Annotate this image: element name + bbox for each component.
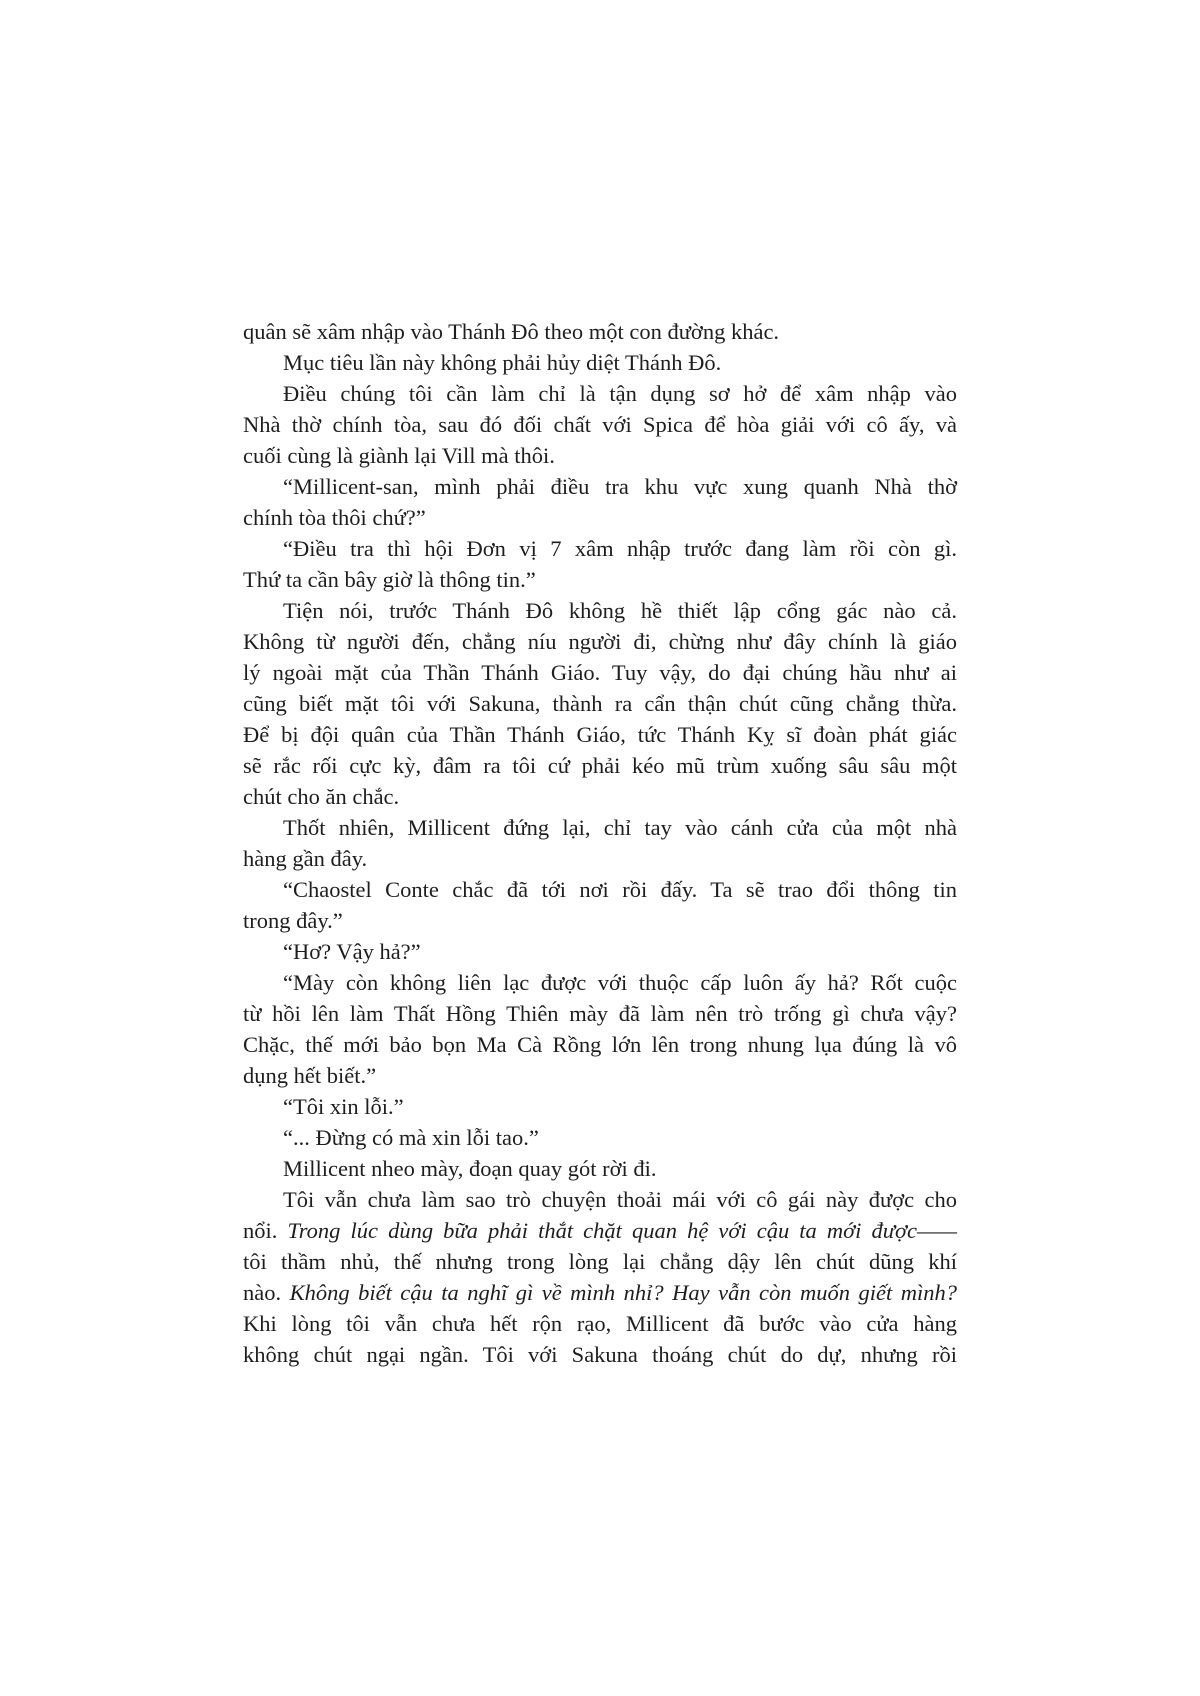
line-text: trong đây.” bbox=[243, 908, 343, 933]
text-line bbox=[243, 1091, 957, 1122]
line-text: Điều chúng tôi cần làm chỉ là tận dụng sơ hở để xâm nhập vào bbox=[283, 381, 957, 406]
line-text: Khi lòng tôi vẫn chưa hết rộn rạo, Millicent đã bước vào cửa hàng bbox=[243, 1311, 957, 1336]
text-line bbox=[243, 874, 957, 905]
line-text: Millicent nheo mày, đoạn quay gót rời đi. bbox=[283, 1156, 657, 1181]
text-line bbox=[243, 1308, 957, 1339]
line-text: “... Đừng có mà xin lỗi tao.” bbox=[283, 1125, 539, 1150]
text-line bbox=[243, 1029, 957, 1060]
text-line bbox=[243, 812, 957, 843]
italic-thought-text: Không biết cậu ta nghĩ gì về mình nhỉ? Hay vẫn còn muốn giết mình? bbox=[289, 1280, 957, 1305]
line-text: “Hơ? Vậy hả?” bbox=[283, 939, 421, 964]
text-line bbox=[243, 626, 957, 657]
line-text: chính tòa thôi chứ?” bbox=[243, 505, 426, 530]
line-text: Không từ người đến, chẳng níu người đi, chừng như đây chính là giáo bbox=[243, 629, 957, 654]
line-text: sẽ rắc rối cực kỳ, đâm ra tôi cứ phải kéo mũ trùm xuống sâu sâu một bbox=[243, 753, 957, 778]
text-line bbox=[243, 998, 957, 1029]
text-line bbox=[243, 1215, 957, 1246]
line-text: nào. bbox=[243, 1280, 290, 1305]
line-text: “Tôi xin lỗi.” bbox=[283, 1094, 404, 1119]
line-text: hàng gần đây. bbox=[243, 846, 368, 871]
line-text: Để bị đội quân của Thần Thánh Giáo, tức Thánh Kỵ sĩ đoàn phát giác bbox=[243, 722, 957, 747]
line-text: từ hồi lên làm Thất Hồng Thiên mày đã làm nên trò trống gì chưa vậy? bbox=[243, 1001, 957, 1026]
text-line bbox=[243, 471, 957, 502]
text-line bbox=[243, 347, 957, 378]
text-line bbox=[243, 719, 957, 750]
line-text: Chặc, thế mới bảo bọn Ma Cà Rồng lớn lên trong nhung lụa đúng là vô bbox=[243, 1032, 957, 1057]
text-line bbox=[243, 564, 957, 595]
text-line bbox=[243, 316, 957, 347]
line-text: quân sẽ xâm nhập vào Thánh Đô theo một con đường khác. bbox=[243, 319, 780, 344]
line-text: Nhà thờ chính tòa, sau đó đối chất với Spica để hòa giải với cô ấy, và bbox=[243, 412, 957, 437]
text-line bbox=[243, 378, 957, 409]
text-line bbox=[243, 1184, 957, 1215]
text-line bbox=[243, 1153, 957, 1184]
line-text: chút cho ăn chắc. bbox=[243, 784, 400, 809]
line-text: “Chaostel Conte chắc đã tới nơi rồi đấy. Ta sẽ trao đổi thông tin bbox=[283, 877, 957, 902]
text-line bbox=[243, 1060, 957, 1091]
text-line bbox=[243, 781, 957, 812]
line-text: tôi thầm nhủ, thế nhưng trong lòng lại chẳng dậy lên chút dũng khí bbox=[243, 1249, 957, 1274]
text-line bbox=[243, 1277, 957, 1308]
book-page-body bbox=[243, 316, 957, 1370]
line-text: “Điều tra thì hội Đơn vị 7 xâm nhập trước đang làm rồi còn gì. bbox=[283, 536, 957, 561]
line-text: Mục tiêu lần này không phải hủy diệt Thánh Đô. bbox=[283, 350, 722, 375]
text-line bbox=[243, 1339, 957, 1370]
text-line bbox=[243, 843, 957, 874]
italic-thought-text: Trong lúc dùng bữa phải thắt chặt quan hệ với cậu ta mới được—— bbox=[287, 1218, 957, 1243]
line-text: lý ngoài mặt của Thần Thánh Giáo. Tuy vậy, do đại chúng hầu như ai bbox=[243, 660, 957, 685]
line-text: Thốt nhiên, Millicent đứng lại, chỉ tay vào cánh cửa của một nhà bbox=[283, 815, 957, 840]
text-line bbox=[243, 905, 957, 936]
text-line bbox=[243, 936, 957, 967]
text-line bbox=[243, 1122, 957, 1153]
text-line bbox=[243, 502, 957, 533]
text-line bbox=[243, 657, 957, 688]
line-text: cũng biết mặt tôi với Sakuna, thành ra cẩn thận chút cũng chẳng thừa. bbox=[243, 691, 957, 716]
line-text: Tiện nói, trước Thánh Đô không hề thiết lập cổng gác nào cả. bbox=[283, 598, 957, 623]
line-text: dụng hết biết.” bbox=[243, 1063, 377, 1088]
text-line bbox=[243, 595, 957, 626]
text-line bbox=[243, 688, 957, 719]
line-text: cuối cùng là giành lại Vill mà thôi. bbox=[243, 443, 555, 468]
text-line bbox=[243, 533, 957, 564]
line-text: nổi. bbox=[243, 1218, 288, 1243]
line-text: “Mày còn không liên lạc được với thuộc cấp luôn ấy hả? Rốt cuộc bbox=[283, 970, 957, 995]
line-text: Thứ ta cần bây giờ là thông tin.” bbox=[243, 567, 536, 592]
text-line bbox=[243, 440, 957, 471]
text-line bbox=[243, 750, 957, 781]
text-line bbox=[243, 1246, 957, 1277]
line-text: không chút ngại ngần. Tôi với Sakuna thoáng chút do dự, nhưng rồi bbox=[243, 1342, 957, 1367]
line-text: “Millicent-san, mình phải điều tra khu vực xung quanh Nhà thờ bbox=[283, 474, 957, 499]
line-text: Tôi vẫn chưa làm sao trò chuyện thoải mái với cô gái này được cho bbox=[283, 1187, 957, 1212]
text-line bbox=[243, 967, 957, 998]
text-line bbox=[243, 409, 957, 440]
